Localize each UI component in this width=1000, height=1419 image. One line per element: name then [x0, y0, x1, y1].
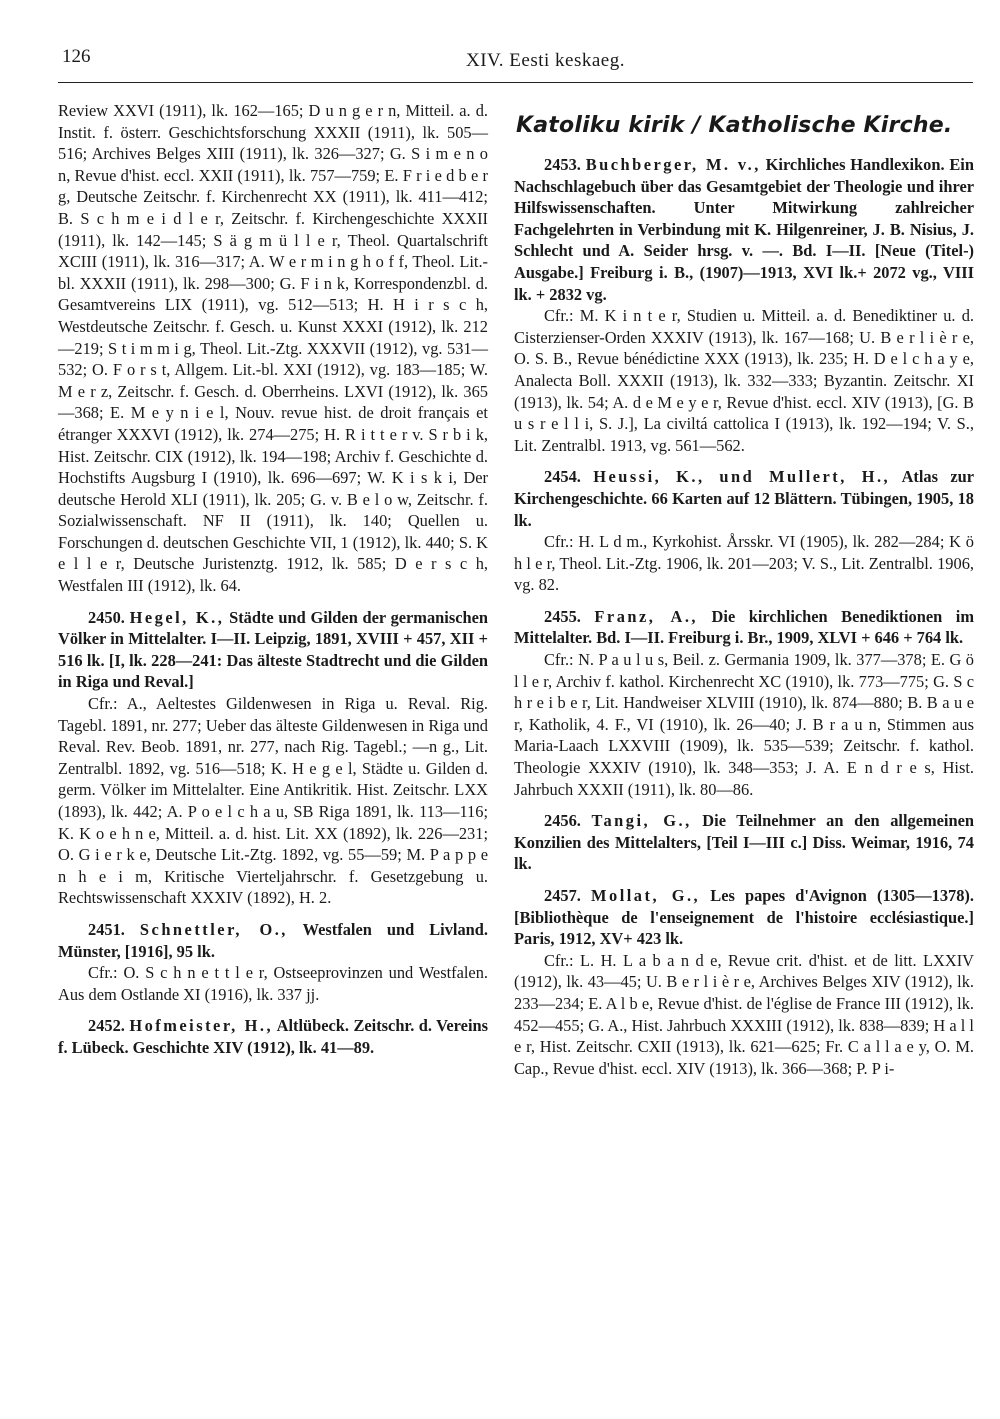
entry-number: 2457. — [544, 886, 581, 905]
entry-2450 — [58, 607, 488, 909]
entry-heading — [514, 154, 974, 305]
entry-title: Altlübeck. Zeitschr. d. Vereins f. Lübeck. Geschichte XIV (1912), lk. 41—89. — [58, 1016, 488, 1057]
entry-author: Buchberger, M. v., — [585, 155, 761, 174]
left-column — [58, 100, 488, 1059]
entry-2452 — [58, 1015, 488, 1058]
entry-author: Heussi, K., und Mullert, H., — [593, 467, 891, 487]
entry-2453 — [514, 154, 974, 456]
entry-title: Die kirchlichen Benediktionen im Mittelalter. Bd. I—II. Freiburg i. Br., 1909, XLVI + 646 + 764 lk. — [514, 606, 974, 648]
entry-cfr: Cfr.: L. H. L a b a n d e, Revue crit. d'hist. et de litt. LXXIV (1912), lk. 43—45; U. B e r l i è r e, Archives Belges XIV (1912), lk. 233—234; E. A l b e, Revue d'hist. de l'église de France III (1912), lk. 452—455; G. A., Hist. Jahrbuch XXXIII (1912), lk. 838—839; H a l l e r, Hist. Zeitschr. CXII (1913), lk. 621—625; Fr. C a l l a e y, O. M. Cap., Revue d'hist. eccl. XIV (1913), lk. 366—368; P. P i- — [514, 950, 974, 1078]
entry-author: Franz, A., — [594, 606, 699, 626]
right-column — [514, 100, 974, 1079]
section-title: Katoliku kirik / Katholische Kirche. — [516, 113, 953, 138]
entry-title: Les papes d'Avignon (1305—1378). [Bibliothèque de l'enseignement de l'histoire ecclésiastique.] Paris, 1912, XV+ 423 lk. — [514, 886, 974, 949]
entry-2456 — [514, 810, 974, 875]
entry-number: 2454. — [544, 467, 581, 487]
entry-heading — [514, 466, 974, 531]
continuation-text: Review XXVI (1911), lk. 162—165; D u n g e r n, Mitteil. a. d. Instit. f. österr. Geschichtsforschung XXXII (1911), lk. 505—516; Archives Belges XIII (1911), lk. 326—327; G. S i m e n o n, Revue d'hist. eccl. XXII (1911), lk. 757—759; E. F r i e d b e r g, Deutsche Zeitschr. f. Kirchenrecht XX (1911), lk. 411—412; B. S c h m e i d l e r, Zeitschr. f. Kirchengeschichte XXXII (1911), lk. 142—145; S ä g m ü l l e r, Theol. Quartalschrift XCIII (1911), lk. 316—317; A. W e r m i n g h o f f, Theol. Lit.-bl. XXXII (1911), lk. 298—300; G. F i n k, Korrespondenzbl. d. Gesamtvereins LIX (1911), vg. 512—513; H. H i r s c h, Westdeutsche Zeitschr. f. Gesch. u. Kunst XXXI (1912), lk. 212—219; S t i m m i g, Theol. Lit.-Ztg. XXXVII (1912), vg. 531—532; O. F o r s t, Allgem. Lit.-bl. XXI (1912), vg. 183—185; W. M e r z, Zeitschr. f. Gesch. d. Oberrheins. LXVI (1912), lk. 365—368; E. M e y n i e l, Nouv. revue hist. de droit français et étranger XXXVI (1912), lk. 274—275; H. R i t t e r v. S r b i k, Hist. Zeitschr. CIX (1912), lk. 194—198; Archiv f. Geschichte d. Hochstifts Augsburg I (1910), lk. 696—697; W. K i s k i, Der deutsche Herold XLI (1911), lk. 205; G. v. B e l o w, Zeitschr. f. Sozialwissenschaft. NF II (1911), lk. 140; Quellen u. Forschungen d. deutschen Geschichte VII, 1 (1912), lk. 440; S. K e l l e r, Deutsche Juristenztg. 1912, lk. 585; D e r s c h, Westfalen III (1912), lk. 64. — [58, 101, 488, 596]
entry-number: 2451. — [88, 919, 125, 939]
entry-number: 2456. — [544, 811, 581, 831]
entry-2457 — [514, 885, 974, 1079]
entry-heading — [514, 810, 974, 875]
entry-cfr: Cfr.: H. L d m., Kyrkohist. Årsskr. VI (1905), lk. 282—284; K ö h l e r, Theol. Lit.-Ztg. 1906, lk. 201—203; V. S., Lit. Zentralbl. 1906, vg. 82. — [514, 532, 974, 595]
entry-number: 2453. — [544, 155, 581, 174]
entry-number: 2455. — [544, 606, 581, 626]
entry-heading — [514, 606, 974, 649]
entry-heading — [58, 607, 488, 693]
entry-number: 2450. — [88, 607, 125, 627]
entry-author: Hofmeister, H., — [129, 1016, 274, 1036]
entry-cfr: Cfr.: A., Aeltestes Gildenwesen in Riga u. Reval. Rig. Tagebl. 1891, nr. 277; Ueber das älteste Gildenwesen in Riga und Reval. Rev. Beob. 1891, nr. 277, nach Rig. Tagebl.; —n g., Lit. Zentralbl. 1892, vg. 516—518; K. H e g e l, Städte u. Gilden d. germ. Völker im Mittelalter. Eine Antikritik. Hist. Zeitschr. LXX (1893), lk. 442; A. P o e l c h a u, SB Riga 1891, lk. 113—116; K. K o e h n e, Mitteil. a. d. hist. Lit. XX (1892), lk. 226—231; O. G i e r k e, Deutsche Lit.-Ztg. 1892, vg. 55—59; M. P a p p e n h e i m, Kritische Vierteljahrschr. f. Gesetzgebung u. Rechtswissenschaft XXXIV (1892), H. 2. — [58, 694, 488, 908]
page-number: 126 — [62, 46, 91, 67]
entry-author: Hegel, K., — [129, 607, 225, 627]
entry-2455 — [514, 606, 974, 800]
entry-title: Atlas zur Kirchengeschichte. 66 Karten auf 12 Blättern. Tübingen, 1905, 18 lk. — [514, 467, 974, 530]
entry-cfr: Cfr.: M. K i n t e r, Studien u. Mitteil. a. d. Benediktiner u. d. Cisterzienser-Orden XXXIV (1913), lk. 167—168; U. B e r l i è r e, O. S. B., Revue bénédictine XXX (1913), lk. 235; H. D e l c h a y e, Analecta Boll. XXXII (1913), lk. 332—333; Byzantin. Zeitschr. XI (1913), lk. 54; A. d e M e y e r, Revue d'hist. eccl. XIV (1913), [G. B u s r e l l i, S. J.], La civiltá cattolica I (1913), lk. 192—194; V. S., Lit. Zentralbl. 1913, vg. 561—562. — [514, 306, 974, 455]
entry-cfr: Cfr.: O. S c h n e t t l e r, Ostseeprovinzen und Westfalen. Aus dem Ostlande XI (1916), lk. 337 jj. — [58, 963, 488, 1004]
entry-title: Die Teilnehmer an den allgemeinen Konzilien des Mittelalters, [Teil I—III c.] Diss. Weimar, 1916, 74 lk. — [514, 811, 974, 874]
page-header — [58, 40, 973, 83]
entry-number: 2452. — [88, 1016, 125, 1036]
entry-author: Tangi, G., — [591, 811, 692, 831]
entry-heading — [58, 919, 488, 962]
entry-heading — [514, 885, 974, 950]
entry-title: Kirchliches Handlexikon. Ein Nachschlagebuch über das Gesamtgebiet der Theologie und ihrer Hilfswissenschaften. Unter Mitwirkung zahlreicher Fachgelehrten in Verbindung mit K. Hilgenreiner, J. B. Nisius, J. Schlecht und A. Seider hrsg. v. —. Bd. I—II. [Neue (Titel-) Ausgabe.] Freiburg i. B., (1907)—1913, XVI lk.+ 2072 vg., VIII lk. + 2832 vg. — [514, 155, 974, 304]
entry-cfr: Cfr.: N. P a u l u s, Beil. z. Germania 1909, lk. 377—378; E. G ö l l e r, Archiv f. kathol. Kirchenrecht XC (1910), lk. 773—775; G. S c h r e i b e r, Lit. Handweiser XLVIII (1910), lk. 874—880; B. B a u e r, Katholik, 4. F., VI (1910), lk. 26—40; J. B r a u n, Stimmen aus Maria-Laach LXXVIII (1909), lk. 535—539; Zeitschr. f. kathol. Theologie XXXIV (1910), lk. 348—353; J. A. E n d r e s, Hist. Jahrbuch XXXII (1911), lk. 80—86. — [514, 650, 974, 799]
entry-2451 — [58, 919, 488, 1005]
running-head: XIV. Eesti keskaeg. — [465, 50, 625, 71]
entry-title: Städte und Gilden der germanischen Völker in Mittelalter. I—II. Leipzig, 1891, XVIII + 457, XII + 516 lk. [I, lk. 228—241: Das älteste Stadtrecht und die Gilden in Riga und Reval.] — [58, 607, 488, 692]
entry-author: Mollat, G., — [591, 886, 701, 905]
entry-title: Westfalen und Livland. Münster, [1916], 95 lk. — [58, 919, 488, 961]
entry-2454 — [514, 466, 974, 596]
entry-author: Schnettler, O., — [139, 919, 288, 939]
entry-heading — [58, 1015, 488, 1058]
